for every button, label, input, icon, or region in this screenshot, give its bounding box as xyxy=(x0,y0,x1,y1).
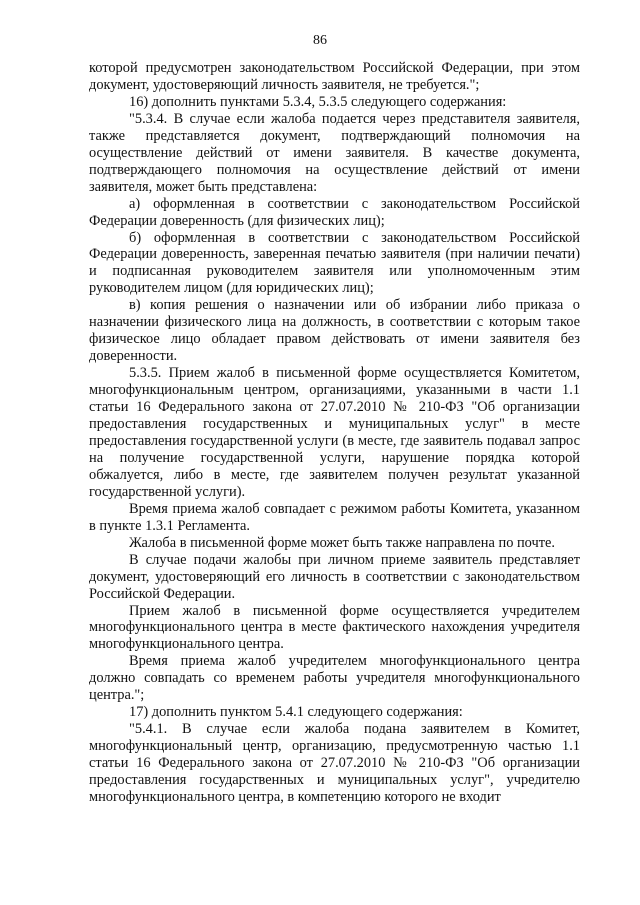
paragraph-5-3-5: 5.3.5. Прием жалоб в письменной форме осуществляется Комитетом, многофункциональным центром, организациями, указанными в части 1.1 статьи 16 Федерального закона от 27.07.2010 № 210-ФЗ "Об организации предоставления государственных и муниципальных услуг" в месте предоставления государственной услуги (в месте, где заявитель подавал запрос на получение государственной услуги, нарушение порядка которой обжалуется, либо в месте, где заявителем получен результат указанной государственной услуги). xyxy=(89,365,580,500)
paragraph-item-v: в) копия решения о назначении или об избрании либо приказа о назначении физического лица на должность, в соответствии с которым такое физическое лицо обладает правом действовать от имени заявителя без доверенности. xyxy=(89,297,580,365)
paragraph-founder-time: Время приема жалоб учредителем многофункционального центра должно совпадать со временем работы учредителя многофункционального центра."; xyxy=(89,653,580,704)
paragraph-item-b: б) оформленная в соответствии с законодательством Российской Федерации доверенность, заверенная печатью заявителя (при наличии печати) и подписанная руководителем заявителя или уполномоченным этим руководителем лицом (для юридических лиц); xyxy=(89,229,580,297)
document-body xyxy=(89,60,580,806)
paragraph-amendment-17: 17) дополнить пунктом 5.4.1 следующего содержания: xyxy=(129,704,463,721)
paragraph-mail: Жалоба в письменной форме может быть также направлена по почте. xyxy=(129,534,556,551)
paragraph-founder-reception: Прием жалоб в письменной форме осуществляется учредителем многофункционального центра в месте фактического нахождения учредителя многофункционального центра. xyxy=(89,602,580,653)
page-number: 86 xyxy=(313,33,327,48)
paragraph-reception-time: Время приема жалоб совпадает с режимом работы Комитета, указанном в пункте 1.3.1 Регламента. xyxy=(89,500,580,534)
paragraph-amendment-16: 16) дополнить пунктами 5.3.4, 5.3.5 следующего содержания: xyxy=(129,93,507,110)
paragraph-continuation: которой предусмотрен законодательством Российской Федерации, при этом документ, удостоверяющий личность заявителя, не требуется."; xyxy=(89,60,580,93)
paragraph-personal-reception: В случае подачи жалобы при личном приеме заявитель представляет документ, удостоверяющий его личность в соответствии с законодательством Российской Федерации. xyxy=(89,551,580,602)
paragraph-item-a: а) оформленная в соответствии с законодательством Российской Федерации доверенность (для физических лиц); xyxy=(89,195,580,229)
paragraph-5-4-1: "5.4.1. В случае если жалоба подана заявителем в Комитет, многофункциональный центр, организацию, предусмотренную частью 1.1 статьи 16 Федерального закона от 27.07.2010 № 210-ФЗ "Об организации предоставления государственных и муниципальных услуг", учредителю многофункционального центра, в компетенцию которого не входит xyxy=(89,721,580,805)
paragraph-5-3-4: "5.3.4. В случае если жалоба подается через представителя заявителя, также представляется документ, подтверждающий полномочия на осуществление действий от имени заявителя. В качестве документа, подтверждающего полномочия на осуществление действий от имени заявителя, может быть представлена: xyxy=(89,110,580,195)
